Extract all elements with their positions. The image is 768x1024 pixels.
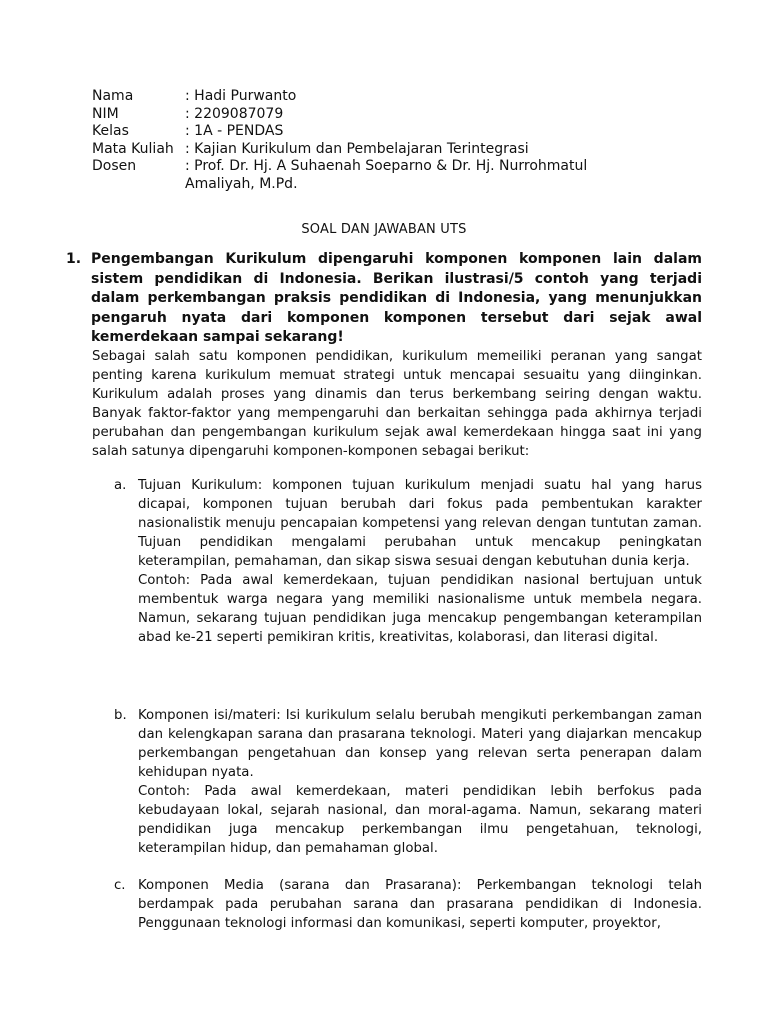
nim-value: : 2209087079: [185, 105, 284, 122]
question-1: [66, 250, 702, 348]
course-label: Mata Kuliah: [92, 140, 174, 157]
student-identity-block: [92, 88, 655, 193]
list-item-body: [138, 706, 702, 858]
list-item-letter: a.: [114, 478, 127, 493]
identity-row-course: [92, 141, 655, 159]
answer-intro-paragraph: Sebagai salah satu komponen pendidikan, kurikulum memeiliki peranan yang sangat penting karena kurikulum memuat strategi untuk mencapai sesuaitu yang diinginkan. Kurikulum adalah proses yang dinamis dan terus berkembang seiring dengan waktu. Banyak faktor-faktor yang mempengaruhi dan berkaitan sehingga pada akhirnya terjadi perubahan dan pengembangan kurikulum sejak awal kemerdekaan hingga saat ini yang salah satunya dipengaruhi komponen-komponen sebagai berikut:: [92, 349, 702, 459]
list-item: [114, 706, 702, 858]
course-value: : Kajian Kurikulum dan Pembelajaran Terintegrasi: [185, 140, 529, 157]
list-item-text: Tujuan Kurikulum: komponen tujuan kurikulum menjadi suatu hal yang harus dicapai, komponen tujuan berubah dari fokus pada pembentukan karakter nasionalistik menuju pencapaian kompetensi yang relevan dengan tuntutan zaman. Tujuan pendidikan mengalami perubahan untuk mencakup peningkatan keterampilan, pemahaman, dan sikap siswa sesuai dengan kebutuhan dunia kerja.: [138, 478, 702, 569]
nim-label: NIM: [92, 105, 119, 122]
list-item-text: Komponen Media (sarana dan Prasarana): Perkembangan teknologi telah berdampak pada perubahan sarana dan prasarana pendidikan di Indonesia. Penggunaan teknologi informasi dan komunikasi, seperti komputer, proyektor,: [138, 878, 702, 931]
identity-row-nim: [92, 106, 655, 124]
list-item: [114, 476, 702, 647]
identity-row-class: [92, 123, 655, 141]
list-item-example: Contoh: Pada awal kemerdekaan, materi pendidikan lebih berfokus pada kebudayaan lokal, sejarah nasional, dan moral-agama. Namun, sekarang materi pendidikan juga mencakup perkembangan ilmu pengetahuan, teknologi, keterampilan hidup, dan pemahaman global.: [138, 784, 702, 856]
list-item-letter: c.: [114, 878, 126, 893]
list-item-body: [138, 476, 702, 647]
lecturer-value: : Prof. Dr. Hj. A Suhaenah Soeparno & Dr. Hj. Nurrohmatul Amaliyah, M.Pd.: [185, 158, 588, 192]
class-value: : 1A - PENDAS: [185, 123, 284, 139]
question-number: 1.: [66, 251, 82, 267]
list-item-letter: b.: [114, 708, 127, 723]
lecturer-label: Dosen: [92, 158, 137, 174]
name-value: : Hadi Purwanto: [185, 88, 297, 104]
list-item-text: Komponen isi/materi: Isi kurikulum selalu berubah mengikuti perkembangan zaman dan kelengkapan sarana dan prasarana teknologi. Materi yang diajarkan mencakup perkembangan pengetahuan dan konsep yang relevan serta penerapan dalam kehidupan nyata.: [138, 708, 702, 780]
name-label: Nama: [92, 88, 134, 104]
list-item-body: [138, 876, 702, 933]
list-item-example: Contoh: Pada awal kemerdekaan, tujuan pendidikan nasional bertujuan untuk membentuk warga negara yang memiliki nasionalisme untuk membela negara. Namun, sekarang tujuan pendidikan juga mencakup pengembangan keterampilan abad ke-21 seperti pemikiran kritis, kreativitas, kolaborasi, dan literasi digital.: [138, 573, 702, 645]
class-label: Kelas: [92, 123, 129, 139]
question-text: Pengembangan Kurikulum dipengaruhi komponen komponen lain dalam sistem pendidikan di Indonesia. Berikan ilustrasi/5 contoh yang terjadi dalam perkembangan praksis pendidikan di Indonesia, yang menunjukkan pengaruh nyata dari komponen komponen tersebut dari sejak awal kemerdekaan sampai sekarang!: [91, 251, 702, 345]
list-item: [114, 876, 702, 933]
identity-row-name: [92, 88, 655, 106]
identity-row-lecturer: [92, 158, 655, 193]
exam-heading: SOAL DAN JAWABAN UTS: [301, 222, 467, 237]
